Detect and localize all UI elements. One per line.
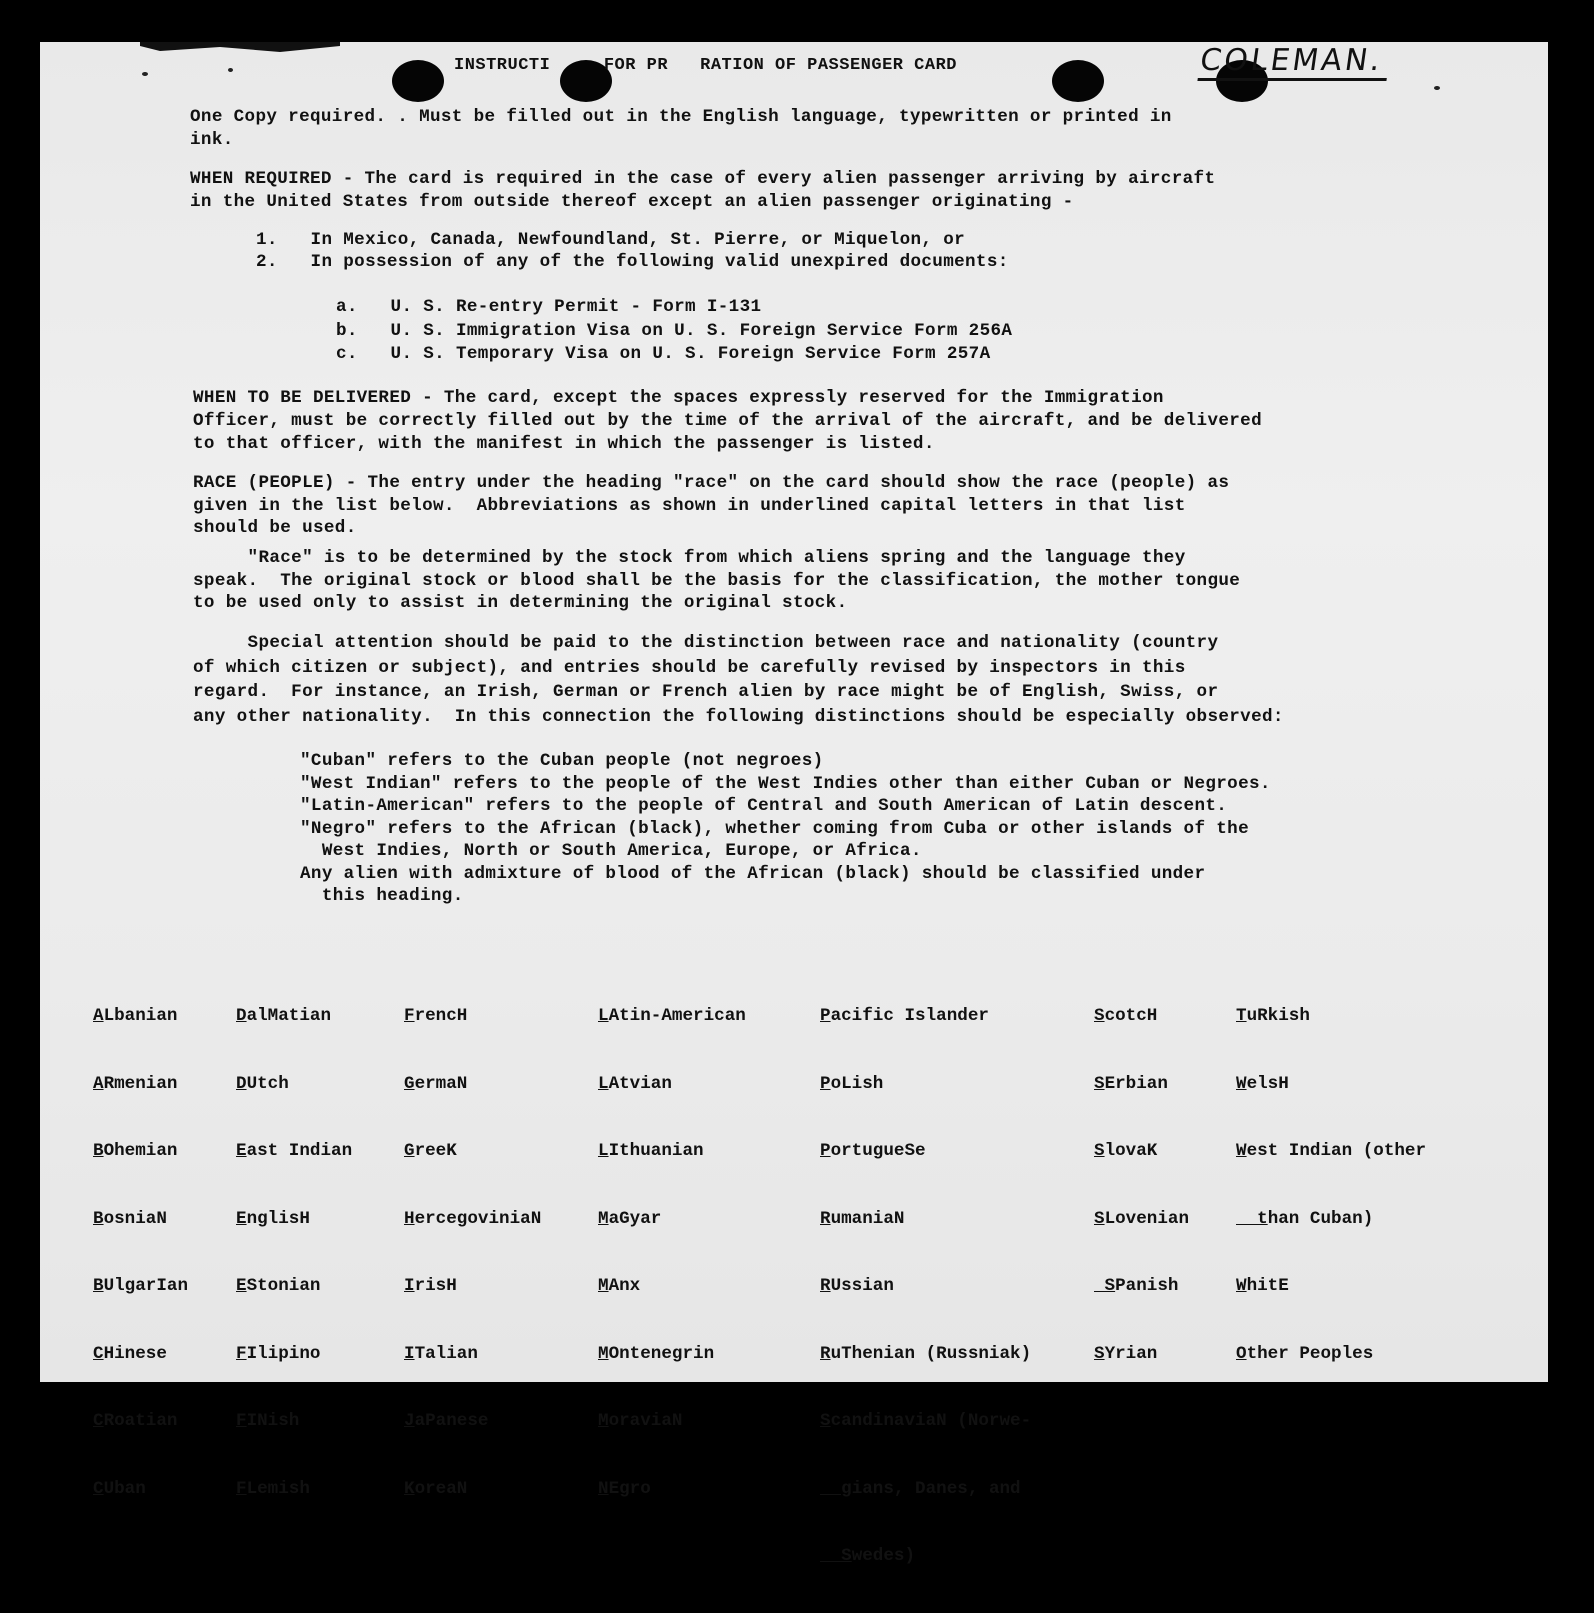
race-entry: MOntenegrin <box>598 1343 715 1364</box>
race-column <box>820 960 1031 1613</box>
race-entry: ARmenian <box>93 1073 178 1094</box>
handwritten-name: COLEMAN. <box>1197 44 1391 81</box>
race-entry: MoraviaN <box>598 1411 683 1431</box>
race-entry: FrencH <box>404 1006 468 1026</box>
race-entry: EnglisH <box>236 1208 310 1229</box>
punch-hole <box>392 60 444 102</box>
race-entry: TuRkish <box>1236 1006 1310 1026</box>
punch-hole <box>1052 60 1104 102</box>
race-entry: RumaniaN <box>820 1208 905 1229</box>
race-column <box>1236 960 1426 1410</box>
race-entry: ScandinaviaN (Norwe- <box>820 1411 1032 1431</box>
when-required-paragraph: WHEN REQUIRED - The card is required in the case of every alien passenger arriving by aircraft in the United States from outside thereof except an alien passenger originating - <box>190 169 1216 212</box>
race-paragraph-2: "Race" is to be determined by the stock from which aliens spring and the language they speak. The original stock or blood shall be the basis for the classification, the mother tongue to be used only to assist in determining the original stock. <box>193 548 1241 613</box>
race-entry: East Indian <box>236 1141 353 1161</box>
speck <box>142 72 148 76</box>
race-entry: CHinese <box>93 1343 167 1364</box>
document-page <box>40 42 1548 1566</box>
race-entry: EStonian <box>236 1276 321 1296</box>
race-distinctions: "Cuban" refers to the Cuban people (not negroes) "West Indian" refers to the people of the West Indies other than either Cuban or Negroes. "Latin-American" refers to the people of Central and South American of Latin descent. "Negro" refers to the African (black), whether coming from Cuba or other islands of the West Indies, North or South America, Europe, or Africa. Any alien with admixture of blood of the African (black) should be classified under this heading. <box>300 751 1271 906</box>
race-entry: FINish <box>236 1411 300 1431</box>
race-entry: GermaN <box>404 1073 468 1094</box>
race-paragraph-3: Special attention should be paid to the distinction between race and nationality (country of which citizen or subject), and entries should be carefully revised by inspectors in this regard. For instance, an Irish, German or French alien by race might be of English, Swiss, or any other nationality. In this connection the following distinctions should be especially observed: <box>193 633 1284 727</box>
race-entry: BosniaN <box>93 1208 167 1229</box>
race-entry: gians, Danes, and <box>820 1478 1021 1499</box>
torn-edge <box>140 42 340 52</box>
race-entry: CRoatian <box>93 1411 178 1431</box>
race-entry: LIthuanian <box>598 1141 704 1161</box>
race-entry: WhitE <box>1236 1276 1289 1296</box>
race-column <box>236 960 352 1545</box>
race-column <box>404 960 541 1545</box>
race-column <box>1094 960 1189 1410</box>
document-title: INSTRUCTI FOR PR RATION OF PASSENGER CARD <box>454 56 957 75</box>
race-entry: CUban <box>93 1478 146 1499</box>
race-entry: MAnx <box>598 1276 641 1296</box>
race-entry: FLemish <box>236 1478 310 1499</box>
race-entry: than Cuban) <box>1236 1208 1374 1229</box>
speck <box>1434 86 1440 90</box>
race-entry: Other Peoples <box>1236 1343 1374 1364</box>
race-entry: SPanish <box>1094 1276 1179 1296</box>
race-column <box>93 960 188 1545</box>
race-entry: SLovenian <box>1094 1208 1190 1229</box>
race-entry: GreeK <box>404 1141 457 1161</box>
race-entry: Swedes) <box>820 1546 916 1566</box>
race-entry: West Indian (other <box>1236 1141 1427 1161</box>
document-item: c. U. S. Temporary Visa on U. S. Foreign Service Form 257A <box>336 344 991 364</box>
race-entry: KoreaN <box>404 1478 468 1499</box>
race-entry: DalMatian <box>236 1006 332 1026</box>
speck <box>228 68 233 72</box>
race-entry: BOhemian <box>93 1141 178 1161</box>
race-entry: RuThenian (Russniak) <box>820 1343 1032 1364</box>
race-entry: HercegoviniaN <box>404 1208 542 1229</box>
intro-paragraph: One Copy required. . Must be filled out in the English language, typewritten or printed in ink. <box>190 107 1172 150</box>
race-entry: WelsH <box>1236 1073 1289 1094</box>
document-item: b. U. S. Immigration Visa on U. S. Foreign Service Form 256A <box>336 321 1013 341</box>
exception-item: 2. In possession of any of the following valid unexpired documents: <box>256 252 1009 272</box>
race-entry: SYrian <box>1094 1343 1158 1364</box>
race-entry: NEgro <box>598 1478 651 1499</box>
race-entry: LAtvian <box>598 1073 672 1094</box>
race-entry: DUtch <box>236 1073 289 1094</box>
race-entry: LAtin-American <box>598 1006 746 1026</box>
race-entry: FIlipino <box>236 1343 321 1364</box>
race-entry: ALbanian <box>93 1006 178 1026</box>
race-entry: MaGyar <box>598 1208 662 1229</box>
race-entry: IrisH <box>404 1276 457 1296</box>
exception-item: 1. In Mexico, Canada, Newfoundland, St. Pierre, or Miquelon, or <box>256 230 966 250</box>
race-entry: PoLish <box>820 1073 884 1094</box>
race-entry: JaPanese <box>404 1411 489 1431</box>
race-paragraph-1: RACE (PEOPLE) - The entry under the heading "race" on the card should show the race (people) as given in the list below. Abbreviations as shown in underlined capital letters in that list should be used. <box>193 473 1230 538</box>
document-item: a. U. S. Re-entry Permit - Form I-131 <box>336 297 762 317</box>
race-entry: RUssian <box>820 1276 894 1296</box>
race-entry: PortugueSe <box>820 1141 926 1161</box>
race-entry: SlovaK <box>1094 1141 1158 1161</box>
race-entry: SErbian <box>1094 1073 1168 1094</box>
race-entry: BUlgarIan <box>93 1276 189 1296</box>
race-entry: ITalian <box>404 1343 478 1364</box>
race-entry: Pacific Islander <box>820 1006 989 1026</box>
when-delivered-paragraph: WHEN TO BE DELIVERED - The card, except the spaces expressly reserved for the Immigration Officer, must be correctly filled out by the time of the arrival of the aircraft, and be delivered to that officer, with the manifest in which the passenger is listed. <box>193 388 1262 454</box>
race-entry: ScotcH <box>1094 1006 1158 1026</box>
race-column <box>598 960 746 1545</box>
